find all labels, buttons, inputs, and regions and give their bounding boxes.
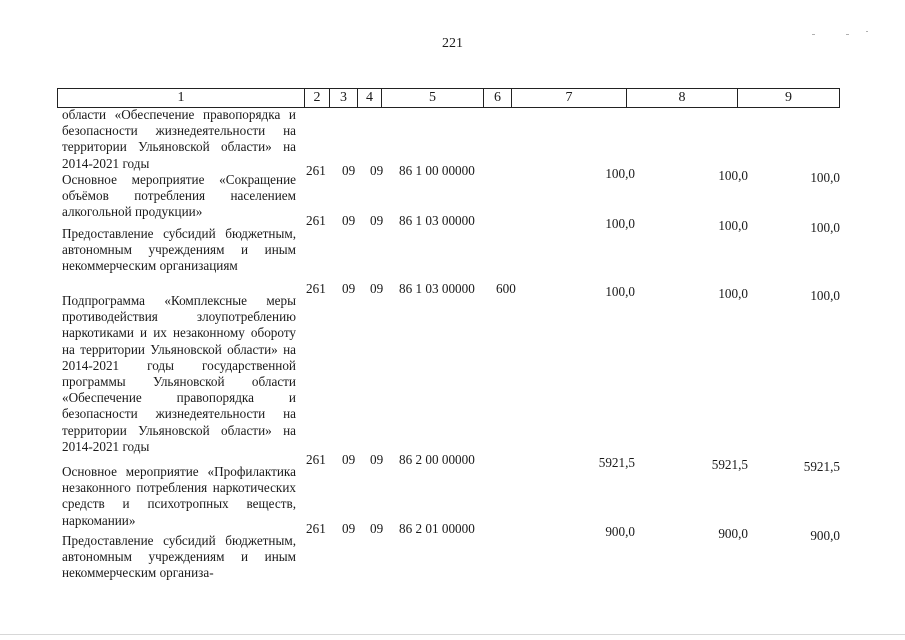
header-col-1: 1	[58, 89, 305, 107]
cell-ministry: 261	[306, 281, 326, 296]
cell-ministry: 261	[306, 452, 326, 467]
cell-amount-1: 100,0	[605, 166, 635, 181]
cell-expense-type: 600	[496, 281, 516, 296]
cell-section: 09	[342, 521, 356, 536]
header-col-7: 7	[512, 89, 627, 107]
scan-speck	[866, 31, 868, 32]
cell-subsection: 09	[370, 281, 384, 296]
cell-subsection: 09	[370, 452, 384, 467]
header-col-6: 6	[484, 89, 512, 107]
row-description: области «Обеспечение правопорядка и безопасности жизнедеятельности на территории Ульяновской области» на 2014-2021 годы	[62, 107, 296, 171]
cell-amount-1: 5921,5	[598, 455, 635, 470]
cell-target-article: 86 2 00 00000	[399, 452, 475, 467]
row-description: Основное мероприятие «Профилактика незаконного потребления наркотических средств и психотропных веществ, наркомании»	[62, 464, 296, 528]
cell-subsection: 09	[370, 213, 384, 228]
cell-target-article: 86 1 03 00000	[399, 213, 475, 228]
cell-amount-3: 100,0	[810, 170, 840, 185]
cell-section: 09	[342, 452, 356, 467]
cell-target-article: 86 2 01 00000	[399, 521, 475, 536]
header-col-2: 2	[305, 89, 330, 107]
cell-amount-1: 100,0	[605, 284, 635, 299]
cell-section: 09	[342, 163, 356, 178]
table-header	[57, 88, 840, 108]
scan-edge	[0, 634, 905, 635]
cell-amount-2: 100,0	[718, 218, 748, 233]
cell-subsection: 09	[370, 163, 384, 178]
cell-amount-3: 100,0	[810, 220, 840, 235]
cell-ministry: 261	[306, 213, 326, 228]
cell-ministry: 261	[306, 521, 326, 536]
scan-speck	[846, 34, 849, 35]
cell-target-article: 86 1 03 00000	[399, 281, 475, 296]
cell-amount-2: 100,0	[718, 168, 748, 183]
header-col-5: 5	[382, 89, 484, 107]
cell-subsection: 09	[370, 521, 384, 536]
cell-target-article: 86 1 00 00000	[399, 163, 475, 178]
header-col-9: 9	[785, 90, 792, 105]
page-number: 221	[442, 36, 463, 51]
cell-amount-3: 100,0	[810, 288, 840, 303]
header-col-4: 4	[358, 89, 382, 107]
cell-ministry: 261	[306, 163, 326, 178]
cell-section: 09	[342, 281, 356, 296]
cell-section: 09	[342, 213, 356, 228]
header-col-3: 3	[330, 89, 358, 107]
cell-amount-2: 900,0	[718, 526, 748, 541]
scan-speck	[812, 34, 815, 35]
cell-amount-1: 900,0	[605, 524, 635, 539]
row-description: Основное мероприятие «Сокращение объёмов потребления населением алкогольной продукции»	[62, 172, 296, 220]
cell-amount-1: 100,0	[605, 216, 635, 231]
header-col-8: 8	[627, 89, 738, 107]
cell-amount-3: 5921,5	[803, 459, 840, 474]
row-description: Предоставление субсидий бюджетным, автономным учреждениям и иным некоммерческим организа-	[62, 533, 296, 581]
cell-amount-2: 100,0	[718, 286, 748, 301]
cell-amount-3: 900,0	[810, 528, 840, 543]
row-description: Предоставление субсидий бюджетным, автономным учреждениям и иным некоммерческим организациям	[62, 226, 296, 274]
cell-amount-2: 5921,5	[711, 457, 748, 472]
row-description: Подпрограмма «Комплексные меры противодействия злоупотреблению наркотиками и их незаконному обороту на территории Ульяновской области» на 2014-2021 годы государственной программы Ульяновской области «Обеспечение правопорядка и безопасности жизнедеятельности на территории Ульяновской области» на 2014-2021 годы	[62, 293, 296, 454]
